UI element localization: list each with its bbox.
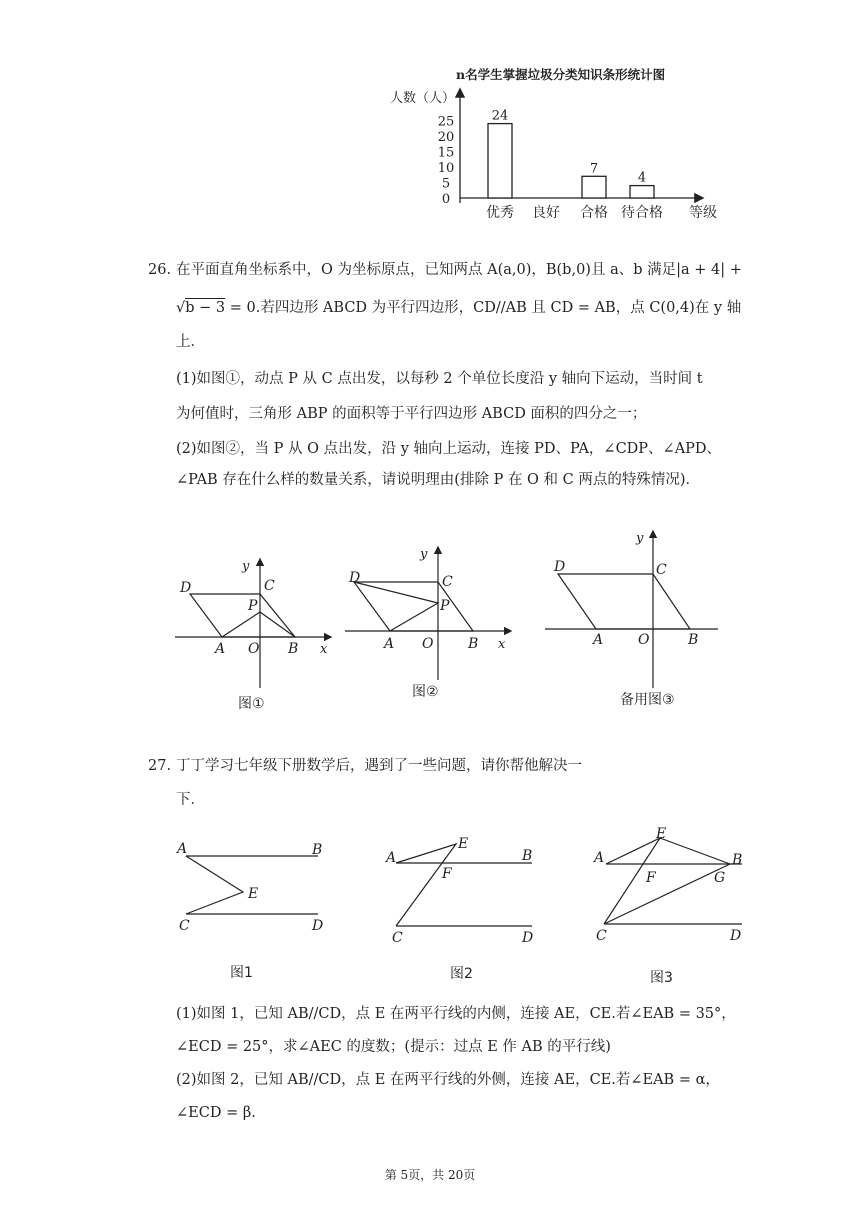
x-axis-label: 等级 [689, 205, 717, 221]
parallelogram [190, 594, 295, 637]
triangle-abp [222, 612, 295, 637]
figure-caption: 图② [412, 684, 439, 700]
q26-figure-1 [170, 548, 340, 718]
lines-pd-pa [354, 582, 438, 631]
q27-part1-line1: (1)如图 1，已知 AB//CD，点 E 在两平行线的内侧，连接 AE，CE.若∠EAB = 35°， [176, 1006, 736, 1022]
label-o: O [248, 641, 260, 657]
bar [488, 124, 512, 198]
category-label: 优秀 [486, 205, 514, 221]
label-d: D [554, 559, 566, 575]
y-axis-label: 人数（人） [390, 91, 456, 106]
y-tick-label: 5 [441, 176, 451, 192]
parallelogram [558, 574, 690, 629]
label-c: C [656, 562, 667, 578]
bar-data-label: 24 [491, 108, 509, 124]
label-o: O [638, 632, 650, 648]
label-y: y [636, 531, 644, 546]
label-b: B [288, 641, 299, 657]
label-a: A [593, 632, 604, 648]
label-g: G [714, 870, 726, 886]
parallelogram [354, 582, 473, 631]
q27-part1-line2: ∠ECD = 25°，求∠AEC 的度数；(提示：过点 E 作 AB 的平行线) [176, 1039, 611, 1055]
q27-number: 27. [148, 758, 172, 774]
q27-line1: 丁丁学习七年级下册数学后，遇到了一些问题，请你帮他解决一 [176, 758, 582, 774]
label-b: B [468, 636, 479, 652]
label-d: D [180, 580, 192, 596]
y-tick-label: 15 [437, 145, 455, 161]
category-label: 良好 [532, 205, 560, 221]
q26-number: 26. [148, 262, 172, 278]
label-p: P [440, 598, 450, 614]
label-a: A [177, 841, 188, 857]
page-footer: 第 5页，共 20页 [384, 1168, 476, 1182]
figure-caption: 图3 [650, 970, 673, 986]
label-c: C [596, 928, 607, 944]
label-o: O [422, 636, 434, 652]
label-a: A [384, 636, 395, 652]
q26-figure-3 [540, 528, 725, 713]
label-b: B [522, 848, 533, 864]
label-d: D [730, 928, 742, 944]
label-a: A [215, 641, 226, 657]
category-label: 待合格 [621, 205, 663, 221]
bar [630, 186, 654, 198]
q26-part2-line1: (2)如图②，当 P 从 O 点出发，沿 y 轴向上运动，连接 PD、PA，∠CDP、∠APD、 [176, 441, 722, 457]
line-eb [660, 838, 730, 864]
label-a: A [594, 850, 605, 866]
y-tick-label: 20 [437, 130, 455, 145]
q26-part1-line2: 为何值时，三角形 ABP 的面积等于平行四边形 ABCD 面积的四分之一； [176, 406, 647, 422]
label-y: y [242, 559, 250, 574]
category-label: 合格 [580, 205, 608, 221]
q27-part2-line2: ∠ECD = β. [176, 1105, 256, 1121]
figure-caption: 图① [238, 696, 265, 712]
q26-figure-2 [340, 540, 520, 710]
lines-ae-ce [186, 856, 243, 914]
label-x: x [498, 637, 506, 652]
label-d: D [312, 918, 324, 934]
y-tick-label: 0 [441, 192, 451, 207]
q26-part2-line2: ∠PAB 存在什么样的数量关系，请说明理由(排除 P 在 O 和 C 两点的特殊情况)． [176, 472, 701, 488]
label-c: C [392, 930, 403, 946]
q27-figure-1 [170, 834, 340, 984]
label-b: B [312, 842, 323, 858]
label-e: E [656, 826, 667, 842]
label-y: y [420, 547, 428, 562]
y-tick-label: 10 [437, 161, 455, 176]
q27-figure-3 [590, 820, 760, 990]
label-p: P [248, 598, 258, 614]
q26-line2-rest: = 0.若四边形 ABCD 为平行四边形，CD//AB 且 CD = AB，点 C(0,4)在 y 轴 [225, 300, 742, 316]
label-b: B [688, 632, 699, 648]
label-d: D [349, 570, 361, 586]
label-f: F [646, 870, 656, 886]
q27-figure-2 [380, 826, 550, 986]
q26-line1: 在平面直角坐标系中，O 为坐标原点，已知两点 A(a,0)，B(b,0)且 a、b 满足|a + 4| + [176, 262, 742, 278]
label-b: B [732, 852, 743, 868]
chart-title: n名学生掌握垃圾分类知识条形统计图 [456, 67, 666, 82]
bar-chart [380, 60, 730, 230]
y-tick-label: 25 [437, 114, 455, 130]
q26-line2: √b − 3 = 0.若四边形 ABCD 为平行四边形，CD//AB 且 CD = AB，点 C(0,4)在 y 轴 [176, 300, 742, 316]
label-x: x [320, 642, 328, 657]
label-f: F [442, 866, 452, 882]
label-d: D [522, 930, 534, 946]
label-c: C [264, 578, 275, 594]
bar [582, 176, 606, 198]
sqrt-expression: b − 3 [185, 300, 226, 316]
label-e: E [458, 836, 469, 852]
label-c: C [442, 574, 453, 590]
figure-caption: 备用图③ [620, 692, 675, 708]
lines-ae-ce [396, 844, 456, 926]
figure-caption: 图1 [230, 965, 253, 981]
label-a: A [386, 850, 397, 866]
q27-line2: 下． [176, 792, 205, 808]
bar-data-label: 4 [637, 170, 647, 186]
q26-part1-line1: (1)如图①，动点 P 从 C 点出发，以每秒 2 个单位长度沿 y 轴向下运动，当时间 t [176, 371, 703, 387]
label-e: E [248, 886, 259, 902]
q26-line3: 上． [176, 334, 205, 350]
label-c: C [179, 918, 190, 934]
q27-part2-line1: (2)如图 2，已知 AB//CD，点 E 在两平行线的外侧，连接 AE，CE.若∠EAB = α， [176, 1072, 720, 1088]
figure-caption: 图2 [450, 966, 473, 982]
bar-data-label: 7 [589, 161, 599, 177]
